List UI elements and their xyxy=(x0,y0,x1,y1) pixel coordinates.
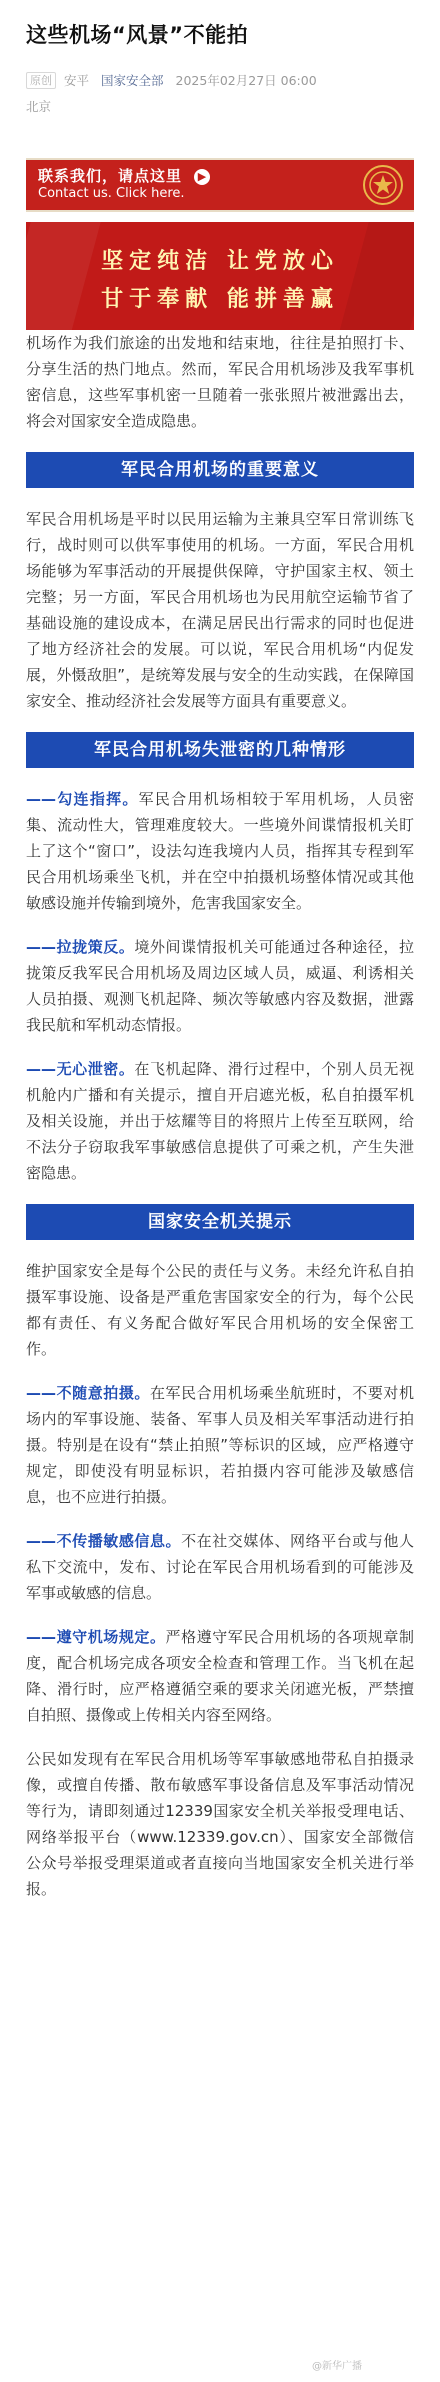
report-paragraph: 公民如发现有在军民合用机场等军事敏感地带私自拍摄录像，或擅自传播、散布敏感军事设备信息及军事活动情况等行为，请即刻通过12339国家安全机关举报受理电话、网络举报平台（www.12339.gov.cn）、国家安全部微信公众号举报受理渠道或者直接向当地国家安全机关进行举报。 xyxy=(26,1750,414,1898)
tips-intro-paragraph: 维护国家安全是每个公民的责任与义务。未经允许私自拍摄军事设施、设备是严重危害国家安全的行为，每个公民都有责任、有义务配合做好军民合用机场的安全保密工作。 xyxy=(26,1262,414,1358)
section-heading-significance: 军民合用机场的重要意义 xyxy=(26,452,414,488)
leak-case-lead: ——拉拢策反。 xyxy=(26,938,135,956)
article-title: 这些机场“风景”不能拍 xyxy=(26,23,249,47)
contact-us-banner[interactable] xyxy=(26,158,414,212)
tip-paragraph xyxy=(26,1380,414,1510)
arrow-right-circle-icon: ▶ xyxy=(194,169,210,185)
watermark: @新华广播 xyxy=(312,2361,362,2372)
tip-lead: ——不随意拍摄。 xyxy=(26,1384,150,1402)
tip-paragraph xyxy=(26,1624,414,1728)
author-name: 安平 xyxy=(64,73,90,88)
significance-paragraph: 军民合用机场是平时以民用运输为主兼具空军日常训练飞行，战时则可以供军事使用的机场。一方面，军民合用机场能够为军事活动的开展提供保障，守护国家主权、领土完整；另一方面，军民合用机场也为民用航空运输节省了基础设施的建设成本，在满足居民出行需求的同时也促进了地方经济社会的发展。可以说，军民合用机场“内促发展，外慑敌胆”，是统筹发展与安全的生动实践，在保障国家安全、推动经济社会发展等方面具有重要意义。 xyxy=(26,510,414,710)
publish-location: 北京 xyxy=(26,99,52,114)
tip-text: 不在社交媒体、网络平台或与他人私下交流中，发布、讨论在军民合用机场看到的可能涉及军事或敏感的信息。 xyxy=(26,1532,414,1602)
slogan-line-1: 坚定纯洁 让党放心 xyxy=(101,249,339,274)
banner-decoration xyxy=(337,222,414,330)
tip-lead: ——不传播敏感信息。 xyxy=(26,1532,182,1550)
leak-case-text: 境外间谍情报机关可能通过各种途径，拉拢策反我军民合用机场及周边区域人员，威逼、利诱相关人员拍摄、观测飞机起降、频次等敏感内容及数据，泄露我民航和军机动态情报。 xyxy=(26,938,414,1034)
tip-paragraph xyxy=(26,1528,414,1606)
article-meta xyxy=(26,68,414,120)
tip-text: 严格遵守军民合用机场的各项规章制度，配合机场完成各项安全检查和管理工作。当飞机在起降、滑行时，应严格遵循空乘的要求关闭遮光板，严禁擅自拍照、摄像或上传相关内容至网络。 xyxy=(26,1628,414,1724)
banner-decoration xyxy=(26,222,103,330)
leak-case-text: 军民合用机场相较于军用机场，人员密集、流动性大，管理难度较大。一些境外间谍情报机关盯上了这个“窗口”，设法勾连我境内人员，指挥其专程到军民合用机场乘坐飞机，并在空中拍摄机场整体情况或其他敏感设施并传输到境外，危害我国家安全。 xyxy=(26,790,414,912)
section-heading-leak-cases: 军民合用机场失泄密的几种情形 xyxy=(26,732,414,768)
slogan-line-2: 甘于奉献 能拼善赢 xyxy=(101,287,339,312)
tip-lead: ——遵守机场规定。 xyxy=(26,1628,166,1646)
contact-label-en: Contact us. Click here. xyxy=(38,186,185,201)
original-tag: 原创 xyxy=(26,72,56,89)
contact-label-zh: 联系我们，请点这里 xyxy=(38,167,183,185)
leak-case-paragraph xyxy=(26,1056,414,1186)
account-link[interactable]: 国家安全部 xyxy=(101,73,164,88)
leak-case-lead: ——无心泄密。 xyxy=(26,1060,135,1078)
leak-case-paragraph xyxy=(26,786,414,916)
intro-paragraph: 机场作为我们旅途的出发地和结束地，往往是拍照打卡、分享生活的热门地点。然而，军民合用机场涉及我军事机密信息，这些军事机密一旦随着一张张照片被泄露出去，将会对国家安全造成隐患。 xyxy=(26,334,414,430)
section-heading-tips: 国家安全机关提示 xyxy=(26,1204,414,1240)
tip-text: 在军民合用机场乘坐航班时，不要对机场内的军事设施、装备、军事人员及相关军事活动进行拍摄。特别是在设有“禁止拍照”等标识的区域，应严格遵守规定，即使没有明显标识，若拍摄内容可能涉及敏感信息，也不应进行拍摄。 xyxy=(26,1384,414,1506)
slogan-banner xyxy=(26,222,414,330)
leak-case-paragraph xyxy=(26,934,414,1038)
leak-case-text: 在飞机起降、滑行过程中，个别人员无视机舱内广播和有关提示，擅自开启遮光板，私自拍摄军机及相关设施，并出于炫耀等目的将照片上传至互联网，给不法分子窃取我军事敏感信息提供了可乘之机，产生失泄密隐患。 xyxy=(26,1060,414,1182)
publish-date: 2025年02月27日 06:00 xyxy=(175,73,317,88)
national-security-emblem-icon xyxy=(362,164,404,206)
leak-case-lead: ——勾连指挥。 xyxy=(26,790,139,808)
